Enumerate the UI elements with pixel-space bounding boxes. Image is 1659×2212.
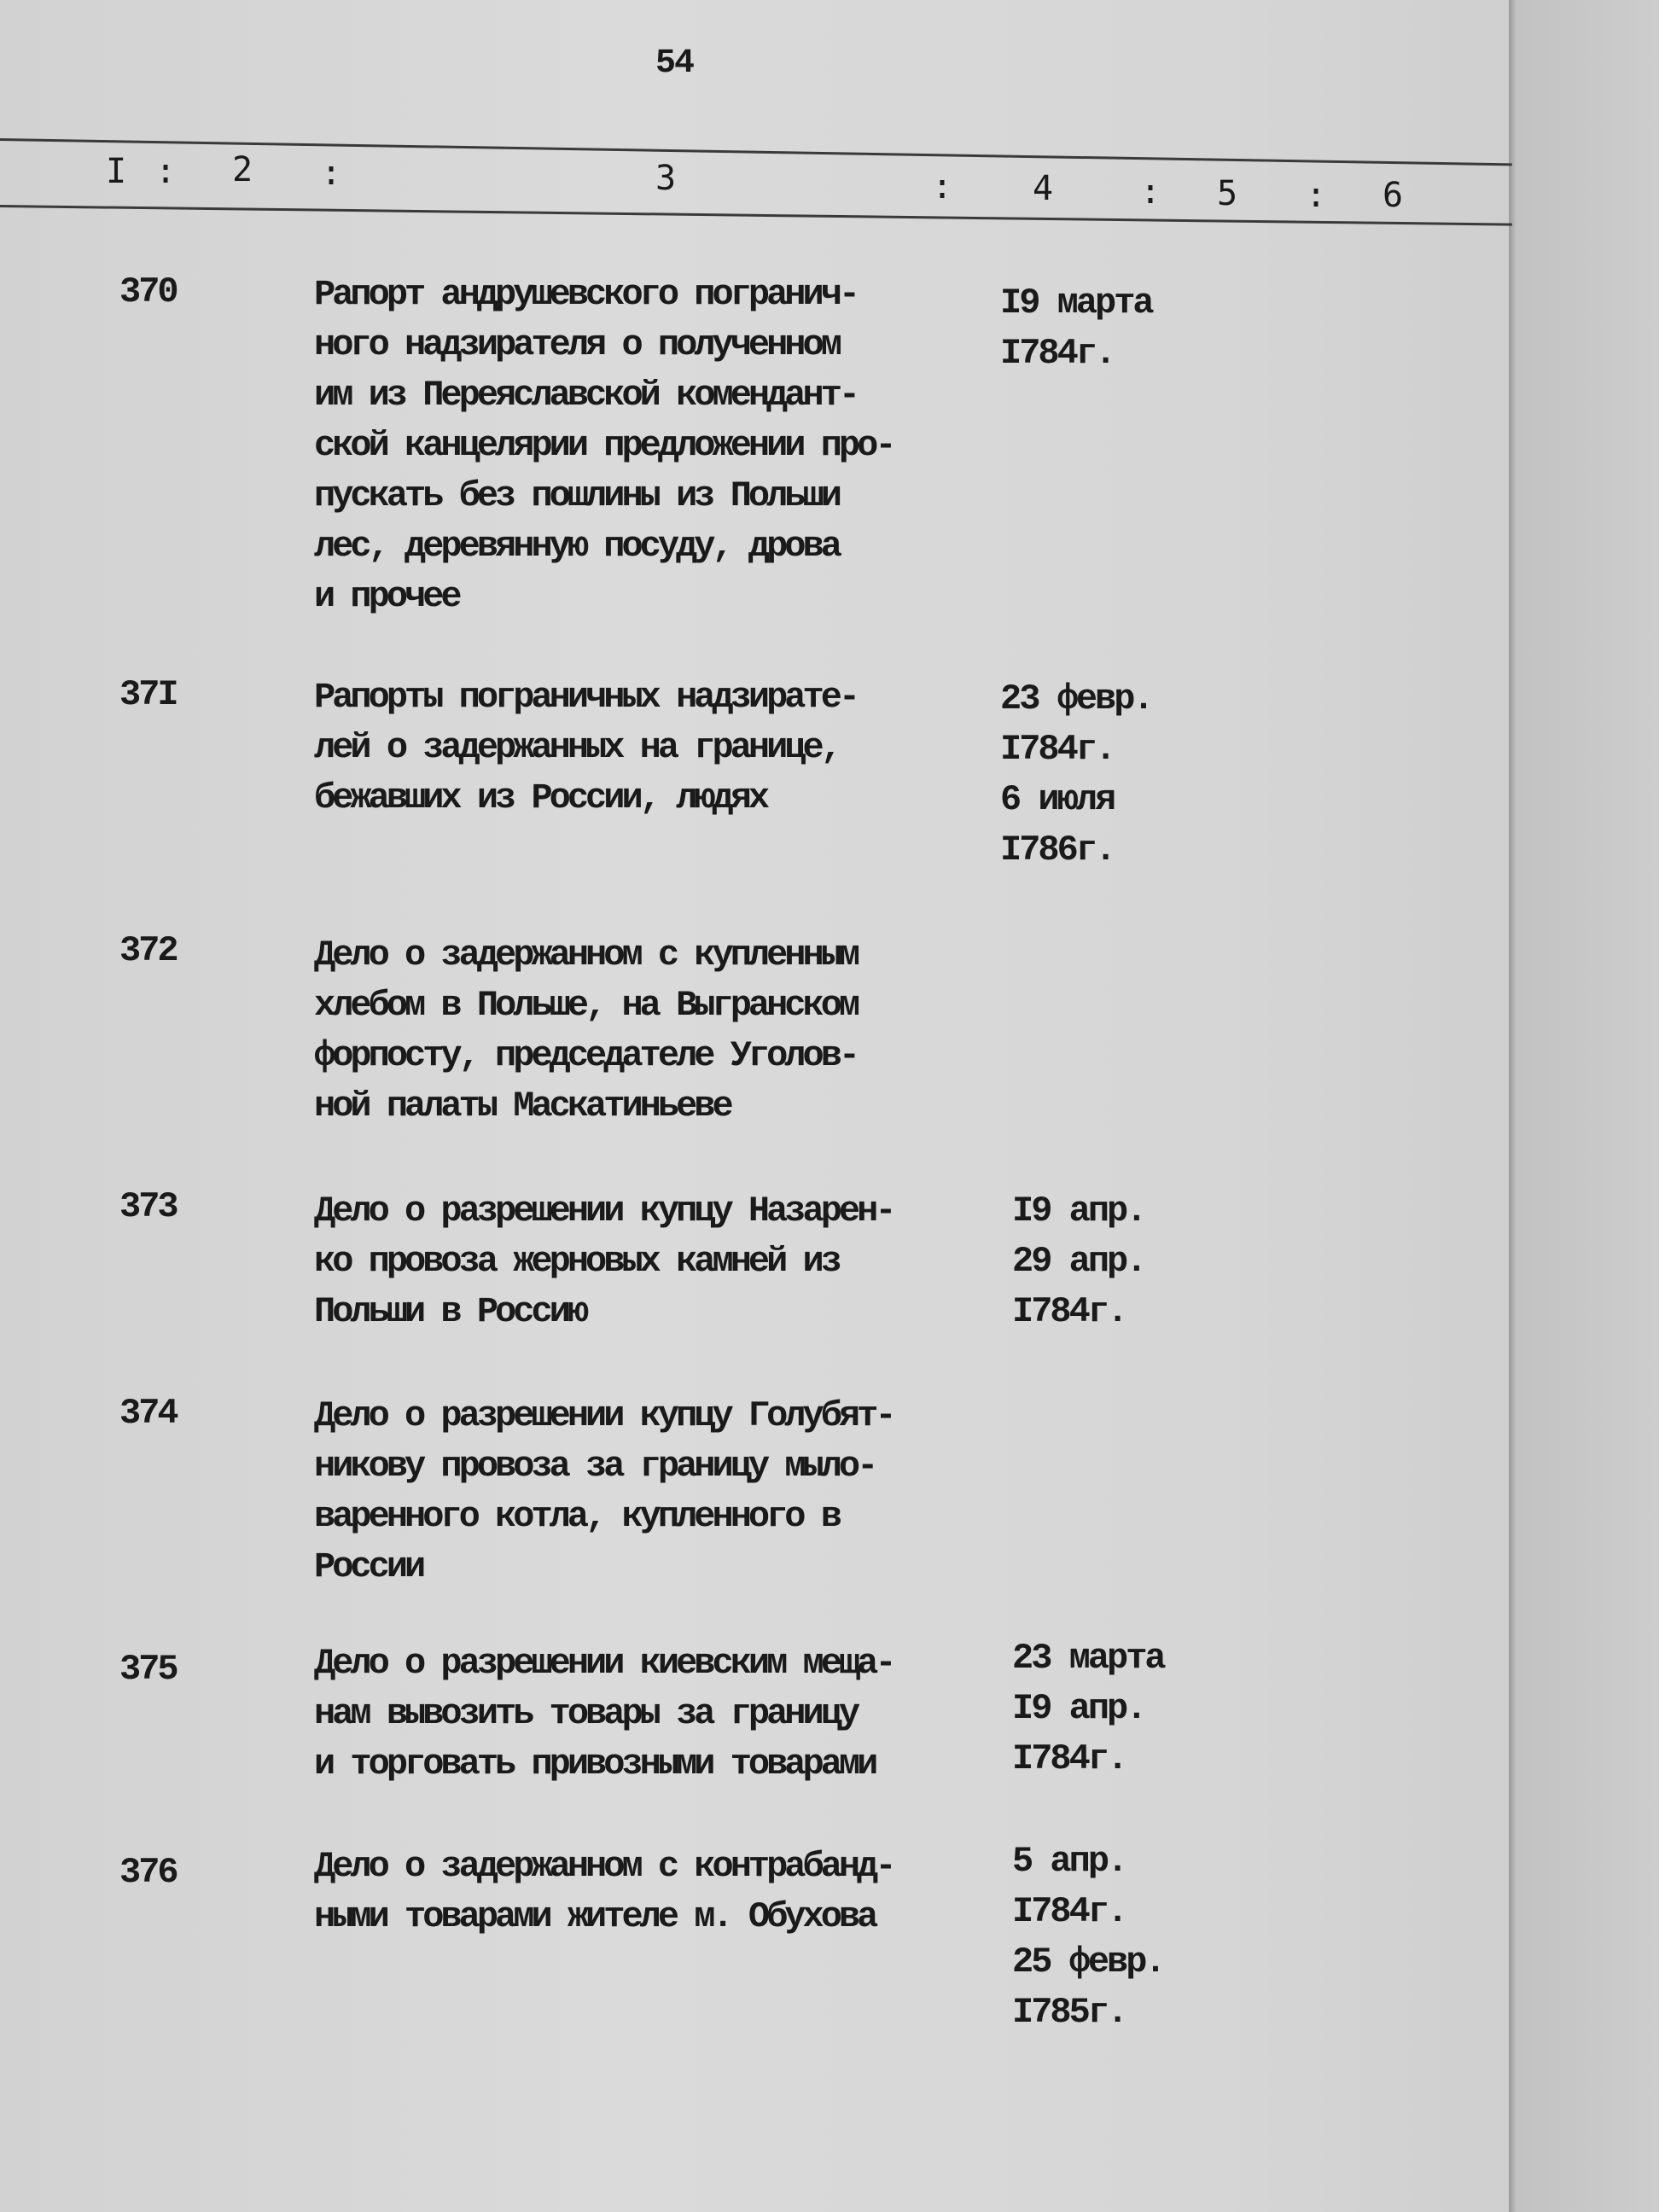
- description-line: России: [314, 1546, 423, 1587]
- description-line: и торговать привозными товарами: [314, 1743, 876, 1784]
- description-line: ными товарами жителе м. Обухова: [314, 1896, 876, 1937]
- column-separator: :: [321, 154, 342, 193]
- column-header-5: 5: [1217, 174, 1238, 213]
- entry-dates: [1012, 1837, 1268, 2038]
- page-edge: [1509, 0, 1516, 2212]
- description-line: бежавших из России, людях: [314, 777, 767, 818]
- description-line: пускать без пошлины из Польши: [314, 475, 839, 516]
- description-line: ного надзирателя о полученном: [314, 324, 839, 365]
- column-separator: :: [932, 167, 953, 207]
- description-line: и прочее: [314, 576, 459, 617]
- date-line: I9 апр.: [1012, 1190, 1145, 1231]
- date-line: 25 февр.: [1012, 1941, 1164, 1982]
- entry-dates: [1000, 674, 1256, 876]
- entry-number: 376: [119, 1852, 177, 1893]
- entry-number: 372: [119, 930, 177, 971]
- description-line: Дело о задержанном с купленным: [314, 934, 858, 975]
- date-line: I784г.: [1000, 333, 1115, 374]
- entry-description: [314, 270, 980, 622]
- description-line: нам вывозить товары за границу: [314, 1693, 858, 1734]
- description-line: им из Переяславской комендант-: [314, 375, 858, 416]
- description-line: Рапорт андрушевского погранич-: [314, 274, 858, 315]
- description-line: ной палаты Маскатиньеве: [314, 1086, 731, 1126]
- description-line: ко провоза жерновых камней из: [314, 1241, 839, 1282]
- description-line: Польши в Россию: [314, 1291, 586, 1332]
- date-line: 6 июля: [1000, 779, 1115, 820]
- entry-dates: [1012, 1633, 1268, 1784]
- date-line: 5 апр.: [1012, 1841, 1126, 1882]
- column-separator: :: [155, 152, 177, 191]
- date-line: I784г.: [1012, 1891, 1126, 1932]
- entry-dates: [1012, 1186, 1268, 1337]
- entry-description: [314, 1186, 980, 1337]
- date-line: I786г.: [1000, 830, 1115, 870]
- description-line: Дело о разрешении купцу Голубят-: [314, 1395, 894, 1436]
- entry-description: [314, 1391, 980, 1592]
- entry-number: 375: [119, 1649, 177, 1690]
- column-header-6: 6: [1382, 176, 1404, 215]
- page-number: 54: [655, 44, 694, 83]
- date-line: 23 февр.: [1000, 678, 1152, 719]
- description-line: Дело о задержанном с контрабанд-: [314, 1846, 894, 1887]
- column-header-2: 2: [232, 150, 253, 189]
- description-line: варенного котла, купленного в: [314, 1496, 839, 1537]
- date-line: I9 апр.: [1012, 1688, 1145, 1729]
- description-line: лес, деревянную посуду, дрова: [314, 526, 839, 567]
- entry-number: 370: [119, 271, 177, 312]
- entry-description: [314, 672, 980, 824]
- description-line: форпосту, председателе Уголов-: [314, 1035, 858, 1076]
- description-line: Рапорты пограничных надзирате-: [314, 677, 858, 718]
- column-header-3: 3: [655, 159, 677, 198]
- column-separator: :: [1140, 172, 1161, 212]
- description-line: лей о задержанных на границе,: [314, 727, 839, 768]
- entry-number: 374: [119, 1393, 177, 1434]
- entry-number: 37I: [119, 674, 177, 715]
- underlying-page: [1516, 0, 1659, 2212]
- column-header-4: 4: [1033, 169, 1054, 208]
- description-line: хлебом в Польше, на Выгранском: [314, 985, 858, 1026]
- entry-description: [314, 1639, 980, 1790]
- date-line: I784г.: [1012, 1738, 1126, 1779]
- column-separator: :: [1306, 176, 1327, 215]
- description-line: никову провоза за границу мыло-: [314, 1446, 876, 1487]
- date-line: I9 марта: [1000, 282, 1152, 323]
- entry-description: [314, 930, 980, 1132]
- date-line: 29 апр.: [1012, 1241, 1145, 1282]
- description-line: Дело о разрешении киевским меща-: [314, 1643, 894, 1684]
- entry-description: [314, 1842, 980, 1942]
- date-line: 23 марта: [1012, 1638, 1164, 1679]
- column-header-1: I: [106, 152, 127, 191]
- entry-number: 373: [119, 1186, 177, 1227]
- description-line: Дело о разрешении купцу Назарен-: [314, 1190, 894, 1231]
- entry-dates: [1000, 278, 1256, 379]
- date-line: I784г.: [1012, 1291, 1126, 1332]
- date-line: I785г.: [1012, 1992, 1126, 2033]
- description-line: ской канцелярии предложении про-: [314, 425, 894, 466]
- date-line: I784г.: [1000, 729, 1115, 770]
